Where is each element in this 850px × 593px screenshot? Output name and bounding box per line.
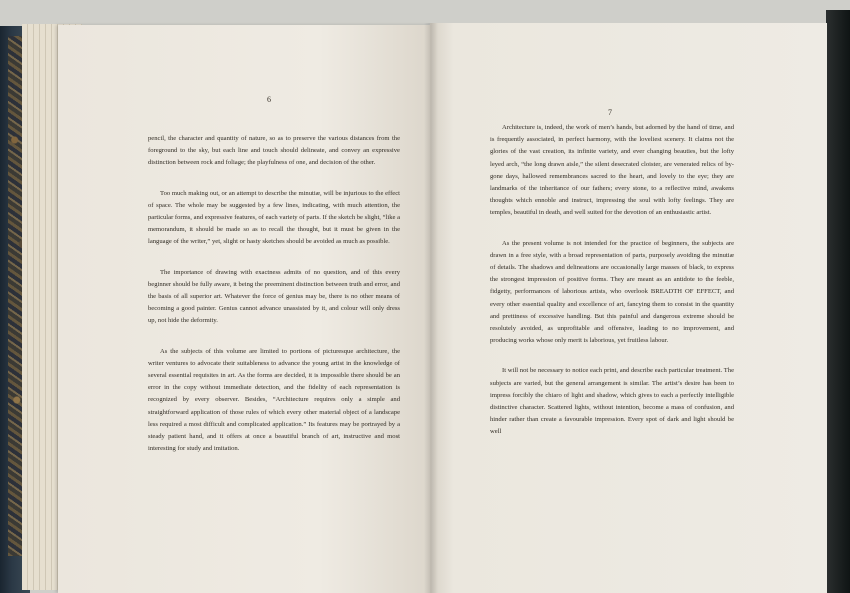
right-paragraph-3: It will not be necessary to notice each print, and describe each particular treatment. The subjects are varied, but the general arrangement is similar. The artist’s desire has been to impress forcibly the chiaro of light and shadow, which gives to each a perfectly intelligible distinctive character. Scattered lights, without intention, become a mass of confusion, and hinder rather than create a favourable impression. Every spot of dark and light should be well xyxy=(490,367,734,436)
left-paragraph-1: pencil, the character and quantity of nature, so as to preserve the various distances from the foreground to the sky, but each line and touch should delineate, and convey an expressive distinction between rock and foliage; the playfulness of one, and decision of the other. xyxy=(148,135,400,167)
right-paragraph-2: As the present volume is not intended for the practice of beginners, the subjects are drawn in a free style, with a broad representation of parts, purposely avoiding the minutiæ of details. The shadows and delineations are occasionally large masses of black, to express the strongest impression of positive forms. They are meant as an antidote to the feeble, fidgetty, performances of laborious artists, who overlook BREADTH OF EFFECT, and every other essential quality and excellence of art, fancying them to consist in the quantity and prettiness of excessive handling. But this painful and dangerous extreme should be resolutely avoided, as unprofitable and offensive, leading to no improvement, and producing works whose only merit is laborious, yet fruitless labour. xyxy=(490,239,734,345)
left-paragraph-3: The importance of drawing with exactness admits of no question, and of this every beginner should be fully aware, it being the preeminent distinction between truth and error, and the basis of all superior art. Whatever the force of genius may be, there is no other means of becoming a good painter. Genius cannot advance unassisted by it, and colour will only dress up, not hide the deformity. xyxy=(148,268,400,325)
right-page-text xyxy=(490,122,734,457)
left-paragraph-4: As the subjects of this volume are limited to portions of picturesque architecture, the writer ventures to advocate their suitableness to advance the young artist in the knowledge of several essential requisites in art. As the forms are decided, it is impossible there should be an error in the copy without immediate detection, and the fidelity of each representation is recognized by every observer. Besides, “Architecture requires only a simple and straightforward application of those rules of which every other material object of a landscape less required a most difficult and complicated application.” Its features may be portrayed by a steady patient hand, and it offers at once a beautiful branch of art, instructive and most interesting for study and imitation. xyxy=(148,347,400,453)
left-paragraph-2: Too much making out, or an attempt to describe the minutiæ, will be injurious to the effect of space. The whole may be suggested by a few lines, indicating, with much attention, the particular forms, and expressive features, of each variety of parts. If the sketch be slight, “like a memorandum, it should be made so as to recall the thought, but it must be given in the language of the writer,” yet, slight or hasty sketches should be avoided as much as possible. xyxy=(148,189,400,246)
right-page-number: 7 xyxy=(608,108,612,117)
right-paragraph-1: Architecture is, indeed, the work of men’s hands, but adorned by the hand of time, and is frequently associated, in perfect harmony, with the loveliest scenery. It claims not the glories of the vast creation, its infinite variety, and ever changing beauties, but the lofty leyed arch, “the long drawn aisle,” the silent desecrated cloister, are venerated relics of by-gone days, hallowed remembrances sacred to the heart, and lovely to the eye; they are landmarks of the inheritance of our fathers; every stone, to a reflective mind, awakens thoughts which ennoble and instruct, impressing the soul with lofty feelings. They are temples, beautiful in death, and well suited for the devotion of an enthusiastic artist. xyxy=(490,124,734,217)
book-cover-right xyxy=(826,10,850,593)
left-page-number: 6 xyxy=(267,95,271,104)
book-gutter xyxy=(424,23,438,593)
left-page-text xyxy=(148,133,400,473)
